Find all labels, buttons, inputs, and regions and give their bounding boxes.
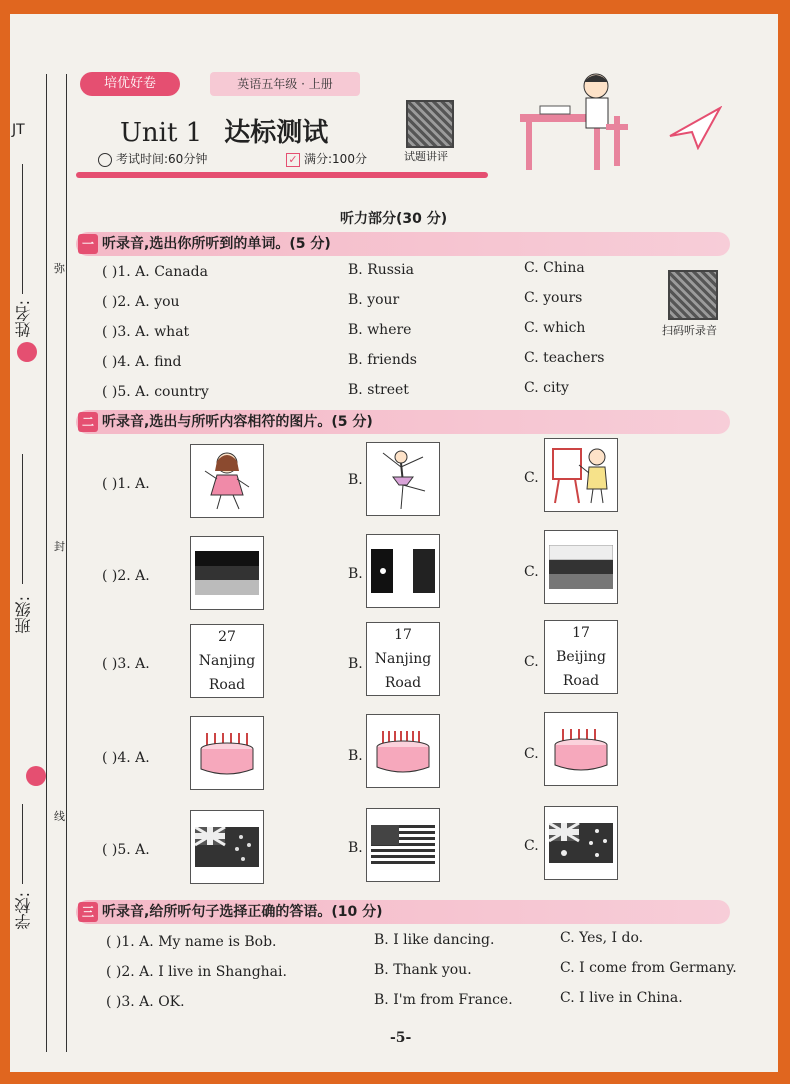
section-2-header: 二 听录音,选出与所听内容相符的图片。(5 分) <box>76 410 730 434</box>
section-3-header: 三 听录音,给所听句子选择正确的答语。(10 分) <box>76 900 730 924</box>
s1-q1-b: B. Russia <box>348 262 414 278</box>
s2-q3-label: ( )3. A. <box>102 656 150 672</box>
usa-flag-icon <box>371 825 435 865</box>
qr-code[interactable] <box>406 100 454 148</box>
s2-q4-option-b-picture[interactable] <box>366 714 440 788</box>
seal-mark: 线 <box>54 810 65 823</box>
s2-q4-c-label: C. <box>524 746 539 762</box>
qr-caption: 试题讲评 <box>404 150 448 163</box>
listening-heading: 听力部分(30 分) <box>340 211 448 227</box>
s1-q2-c: C. yours <box>524 290 583 306</box>
s1-q3-b: B. where <box>348 322 412 338</box>
address-number: 17 <box>394 627 412 643</box>
paper-plane-icon <box>668 106 722 150</box>
school-blank <box>22 804 23 884</box>
s2-q1-label: ( )1. A. <box>102 476 150 492</box>
s3-q3-c: C. I live in China. <box>560 990 683 1006</box>
class-blank <box>22 454 23 584</box>
s2-q1-option-b-picture[interactable] <box>366 442 440 516</box>
s2-q1-option-c-picture[interactable] <box>544 438 618 512</box>
new-zealand-flag-icon <box>195 827 259 867</box>
checkbox-icon: ✓ <box>286 153 300 167</box>
s2-q3-option-b-picture[interactable] <box>366 622 440 696</box>
name-label: 姓名: <box>14 300 33 338</box>
s2-q1-c-label: C. <box>524 470 539 486</box>
birthday-cake-icon <box>197 729 257 777</box>
s2-q4-label: ( )4. A. <box>102 750 150 766</box>
address-road: Road <box>384 675 422 691</box>
binding-hole <box>26 766 46 786</box>
s2-q3-option-c-picture[interactable] <box>544 620 618 694</box>
s3-q2-b: B. Thank you. <box>374 962 472 978</box>
birthday-cake-icon <box>373 727 433 775</box>
s2-q5-option-c-picture[interactable] <box>544 806 618 880</box>
section-1-header: 一 听录音,选出你所听到的单词。(5 分) <box>76 232 730 256</box>
page-title: Unit 1 达标测试 <box>120 118 329 148</box>
s2-q4-option-c-picture[interactable] <box>544 712 618 786</box>
flag-icon <box>371 549 435 593</box>
s3-q2-c: C. I come from Germany. <box>560 960 737 976</box>
s3-q3-b: B. I'm from France. <box>374 992 513 1008</box>
s2-q5-label: ( )5. A. <box>102 842 150 858</box>
s2-q5-b-label: B. <box>348 840 363 856</box>
s2-q2-b-label: B. <box>348 566 363 582</box>
birthday-cake-icon <box>551 725 611 773</box>
s2-q3-option-a-picture[interactable] <box>190 624 264 698</box>
s1-q4-b: B. friends <box>348 352 417 368</box>
address-number: 27 <box>218 629 236 645</box>
dancing-girl-icon <box>199 449 255 513</box>
score-info: ✓ 满分:100分 <box>286 150 367 167</box>
seal-mark: 封 <box>54 540 65 553</box>
address-road: Road <box>208 677 246 693</box>
s2-q2-option-b-picture[interactable] <box>366 534 440 608</box>
grade-label: 英语五年级 · 上册 <box>210 72 360 96</box>
s3-q1-a: ( )1. A. My name is Bob. <box>106 934 277 950</box>
school-label: 学校: <box>14 892 33 930</box>
s2-q2-option-a-picture[interactable] <box>190 536 264 610</box>
s1-q5-b: B. street <box>348 382 409 398</box>
class-label: 班级: <box>14 596 33 634</box>
s3-q1-c: C. Yes, I do. <box>560 930 644 946</box>
s3-q2-a: ( )2. A. I live in Shanghai. <box>106 964 287 980</box>
s1-q3-c: C. which <box>524 320 586 336</box>
name-blank <box>22 164 23 294</box>
time-info: 考试时间:60分钟 <box>98 150 207 167</box>
flag-icon <box>195 551 259 595</box>
s3-q1-b: B. I like dancing. <box>374 932 495 948</box>
series-badge: 培优好卷 <box>80 72 180 96</box>
s2-q3-b-label: B. <box>348 656 363 672</box>
australia-flag-icon <box>549 823 613 863</box>
s1-q5-c: C. city <box>524 380 569 396</box>
s2-q2-label: ( )2. A. <box>102 568 150 584</box>
qr-caption: 扫码听录音 <box>662 324 717 337</box>
s2-q5-option-b-picture[interactable] <box>366 808 440 882</box>
ballet-dancer-icon <box>375 447 431 511</box>
s2-q3-c-label: C. <box>524 654 539 670</box>
worksheet-page <box>10 14 778 1072</box>
s2-q4-option-a-picture[interactable] <box>190 716 264 790</box>
s2-q5-c-label: C. <box>524 838 539 854</box>
binding-line-left <box>46 74 47 1052</box>
header-rule <box>76 172 488 178</box>
clock-icon <box>98 153 112 167</box>
painting-girl-icon <box>549 443 613 507</box>
corner-mark: JT <box>12 122 25 138</box>
s1-q4-a: ( )4. A. find <box>102 354 182 370</box>
s1-q5-a: ( )5. A. country <box>102 384 209 400</box>
address-number: 17 <box>572 625 590 641</box>
s2-q2-option-c-picture[interactable] <box>544 530 618 604</box>
s2-q1-b-label: B. <box>348 472 363 488</box>
binding-line-right <box>66 74 67 1052</box>
s2-q1-option-a-picture[interactable] <box>190 444 264 518</box>
address-city: Nanjing <box>198 653 256 669</box>
page-number: -5- <box>390 1030 412 1046</box>
s1-q1-c: C. China <box>524 260 585 276</box>
s1-q3-a: ( )3. A. what <box>102 324 190 340</box>
s1-q1-a: ( )1. A. Canada <box>102 264 208 280</box>
s3-q3-a: ( )3. A. OK. <box>106 994 185 1010</box>
seal-mark: 弥 <box>54 262 65 275</box>
s2-q2-c-label: C. <box>524 564 539 580</box>
address-city: Beijing <box>556 649 606 665</box>
s1-q2-b: B. your <box>348 292 400 308</box>
binding-hole <box>17 342 37 362</box>
s1-q4-c: C. teachers <box>524 350 605 366</box>
qr-code-audio[interactable] <box>668 270 718 320</box>
flag-icon <box>549 545 613 589</box>
s1-q2-a: ( )2. A. you <box>102 294 180 310</box>
address-city: Nanjing <box>374 651 432 667</box>
s2-q4-b-label: B. <box>348 748 363 764</box>
address-road: Road <box>562 673 600 689</box>
s2-q5-option-a-picture[interactable] <box>190 810 264 884</box>
